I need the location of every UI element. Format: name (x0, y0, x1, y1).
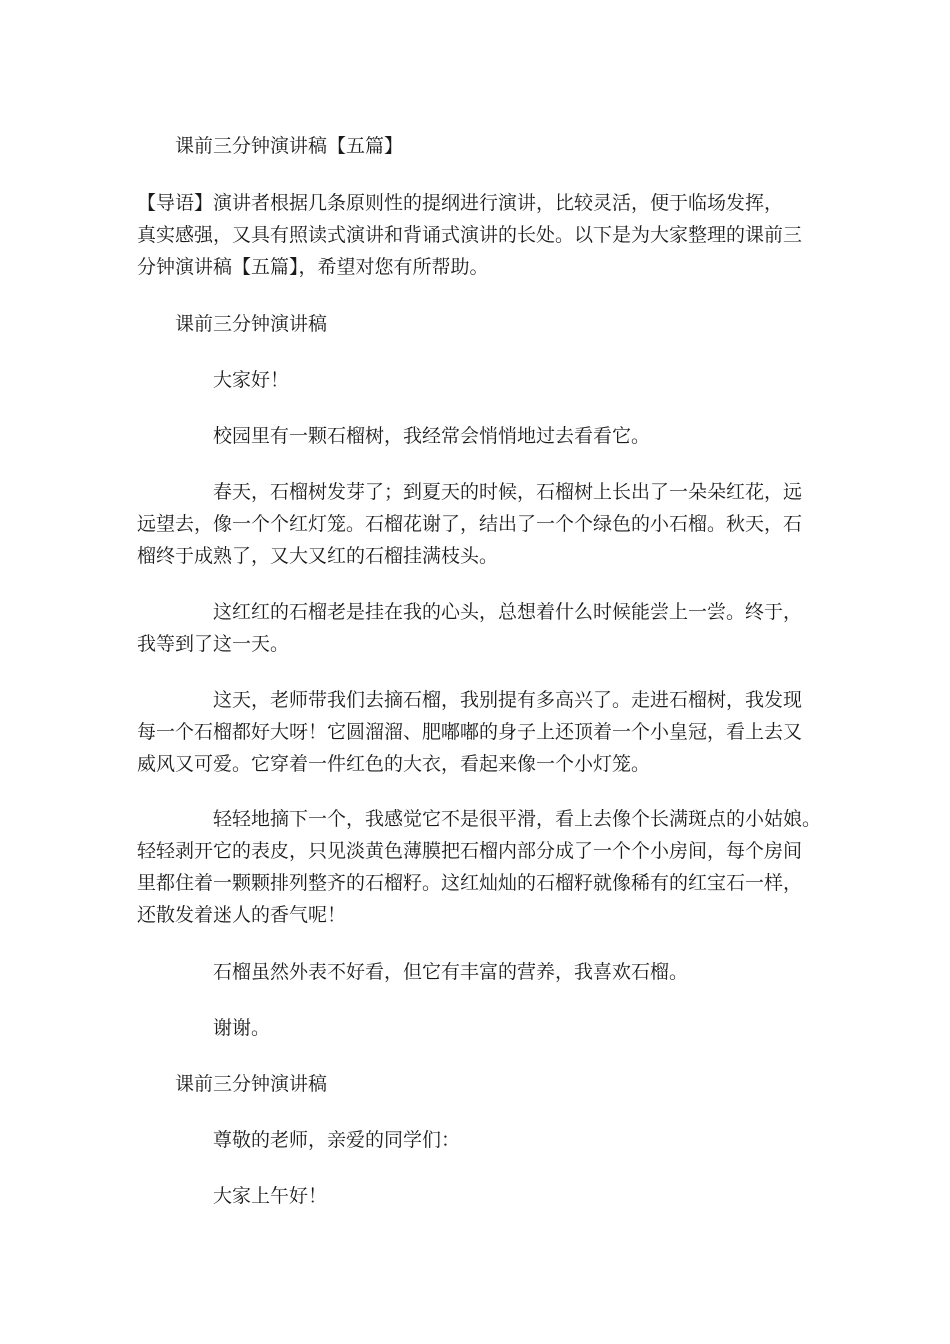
paragraph-line: 每一个石榴都好大呀！它圆溜溜、肥嘟嘟的身子上还顶着一个小皇冠，看上去又 (137, 721, 803, 743)
paragraph-line: 远望去，像一个个红灯笼。石榴花谢了，结出了一个个绿色的小石榴。秋天，石 (137, 513, 803, 535)
section1-paragraph-6: 石榴虽然外表不好看，但它有丰富的营养，我喜欢石榴。 (213, 961, 689, 983)
paragraph-line: 威风又可爱。它穿着一件红色的大衣，看起来像一个小灯笼。 (137, 753, 651, 775)
section1-closing: 谢谢。 (213, 1017, 271, 1039)
section1-greeting: 大家好！ (213, 369, 290, 391)
section2-heading: 课前三分钟演讲稿 (175, 1073, 328, 1095)
section1-paragraph-2 (137, 476, 802, 572)
paragraph-line: 里都住着一颗颗排列整齐的石榴籽。这红灿灿的石榴籽就像稀有的红宝石一样， (137, 872, 803, 894)
paragraph-line: 还散发着迷人的香气呢！ (137, 904, 347, 926)
intro-line: 分钟演讲稿【五篇】，希望对您有所帮助。 (137, 256, 489, 278)
paragraph-line: 轻轻地摘下一个，我感觉它不是很平滑，看上去像个长满斑点的小姑娘。 (213, 808, 822, 830)
intro-line: 【导语】演讲者根据几条原则性的提纲进行演讲，比较灵活，便于临场发挥， (137, 192, 784, 214)
intro-paragraph (137, 187, 802, 283)
paragraph-line: 轻轻剥开它的表皮，只见淡黄色薄膜把石榴内部分成了一个个小房间，每个房间 (137, 840, 803, 862)
section2-salutation: 尊敬的老师，亲爱的同学们： (213, 1129, 461, 1151)
section1-paragraph-3 (137, 596, 802, 660)
paragraph-line: 我等到了这一天。 (137, 633, 290, 655)
section1-paragraph-4 (137, 684, 802, 780)
section1-paragraph-1: 校园里有一颗石榴树，我经常会悄悄地过去看看它。 (213, 425, 651, 447)
paragraph-line: 春天，石榴树发芽了；到夏天的时候，石榴树上长出了一朵朵红花，远 (213, 481, 803, 503)
section1-paragraph-5 (137, 803, 821, 931)
section1-heading: 课前三分钟演讲稿 (175, 313, 328, 335)
paragraph-line: 这天，老师带我们去摘石榴，我别提有多高兴了。走进石榴树，我发现 (213, 689, 803, 711)
intro-line: 真实感强，又具有照读式演讲和背诵式演讲的长处。以下是为大家整理的课前三 (137, 224, 803, 246)
paragraph-line: 榴终于成熟了，又大又红的石榴挂满枝头。 (137, 545, 499, 567)
document-title: 课前三分钟演讲稿【五篇】 (175, 135, 404, 157)
paragraph-line: 这红红的石榴老是挂在我的心头，总想着什么时候能尝上一尝。终于， (213, 601, 803, 623)
section2-greeting: 大家上午好！ (213, 1185, 328, 1207)
